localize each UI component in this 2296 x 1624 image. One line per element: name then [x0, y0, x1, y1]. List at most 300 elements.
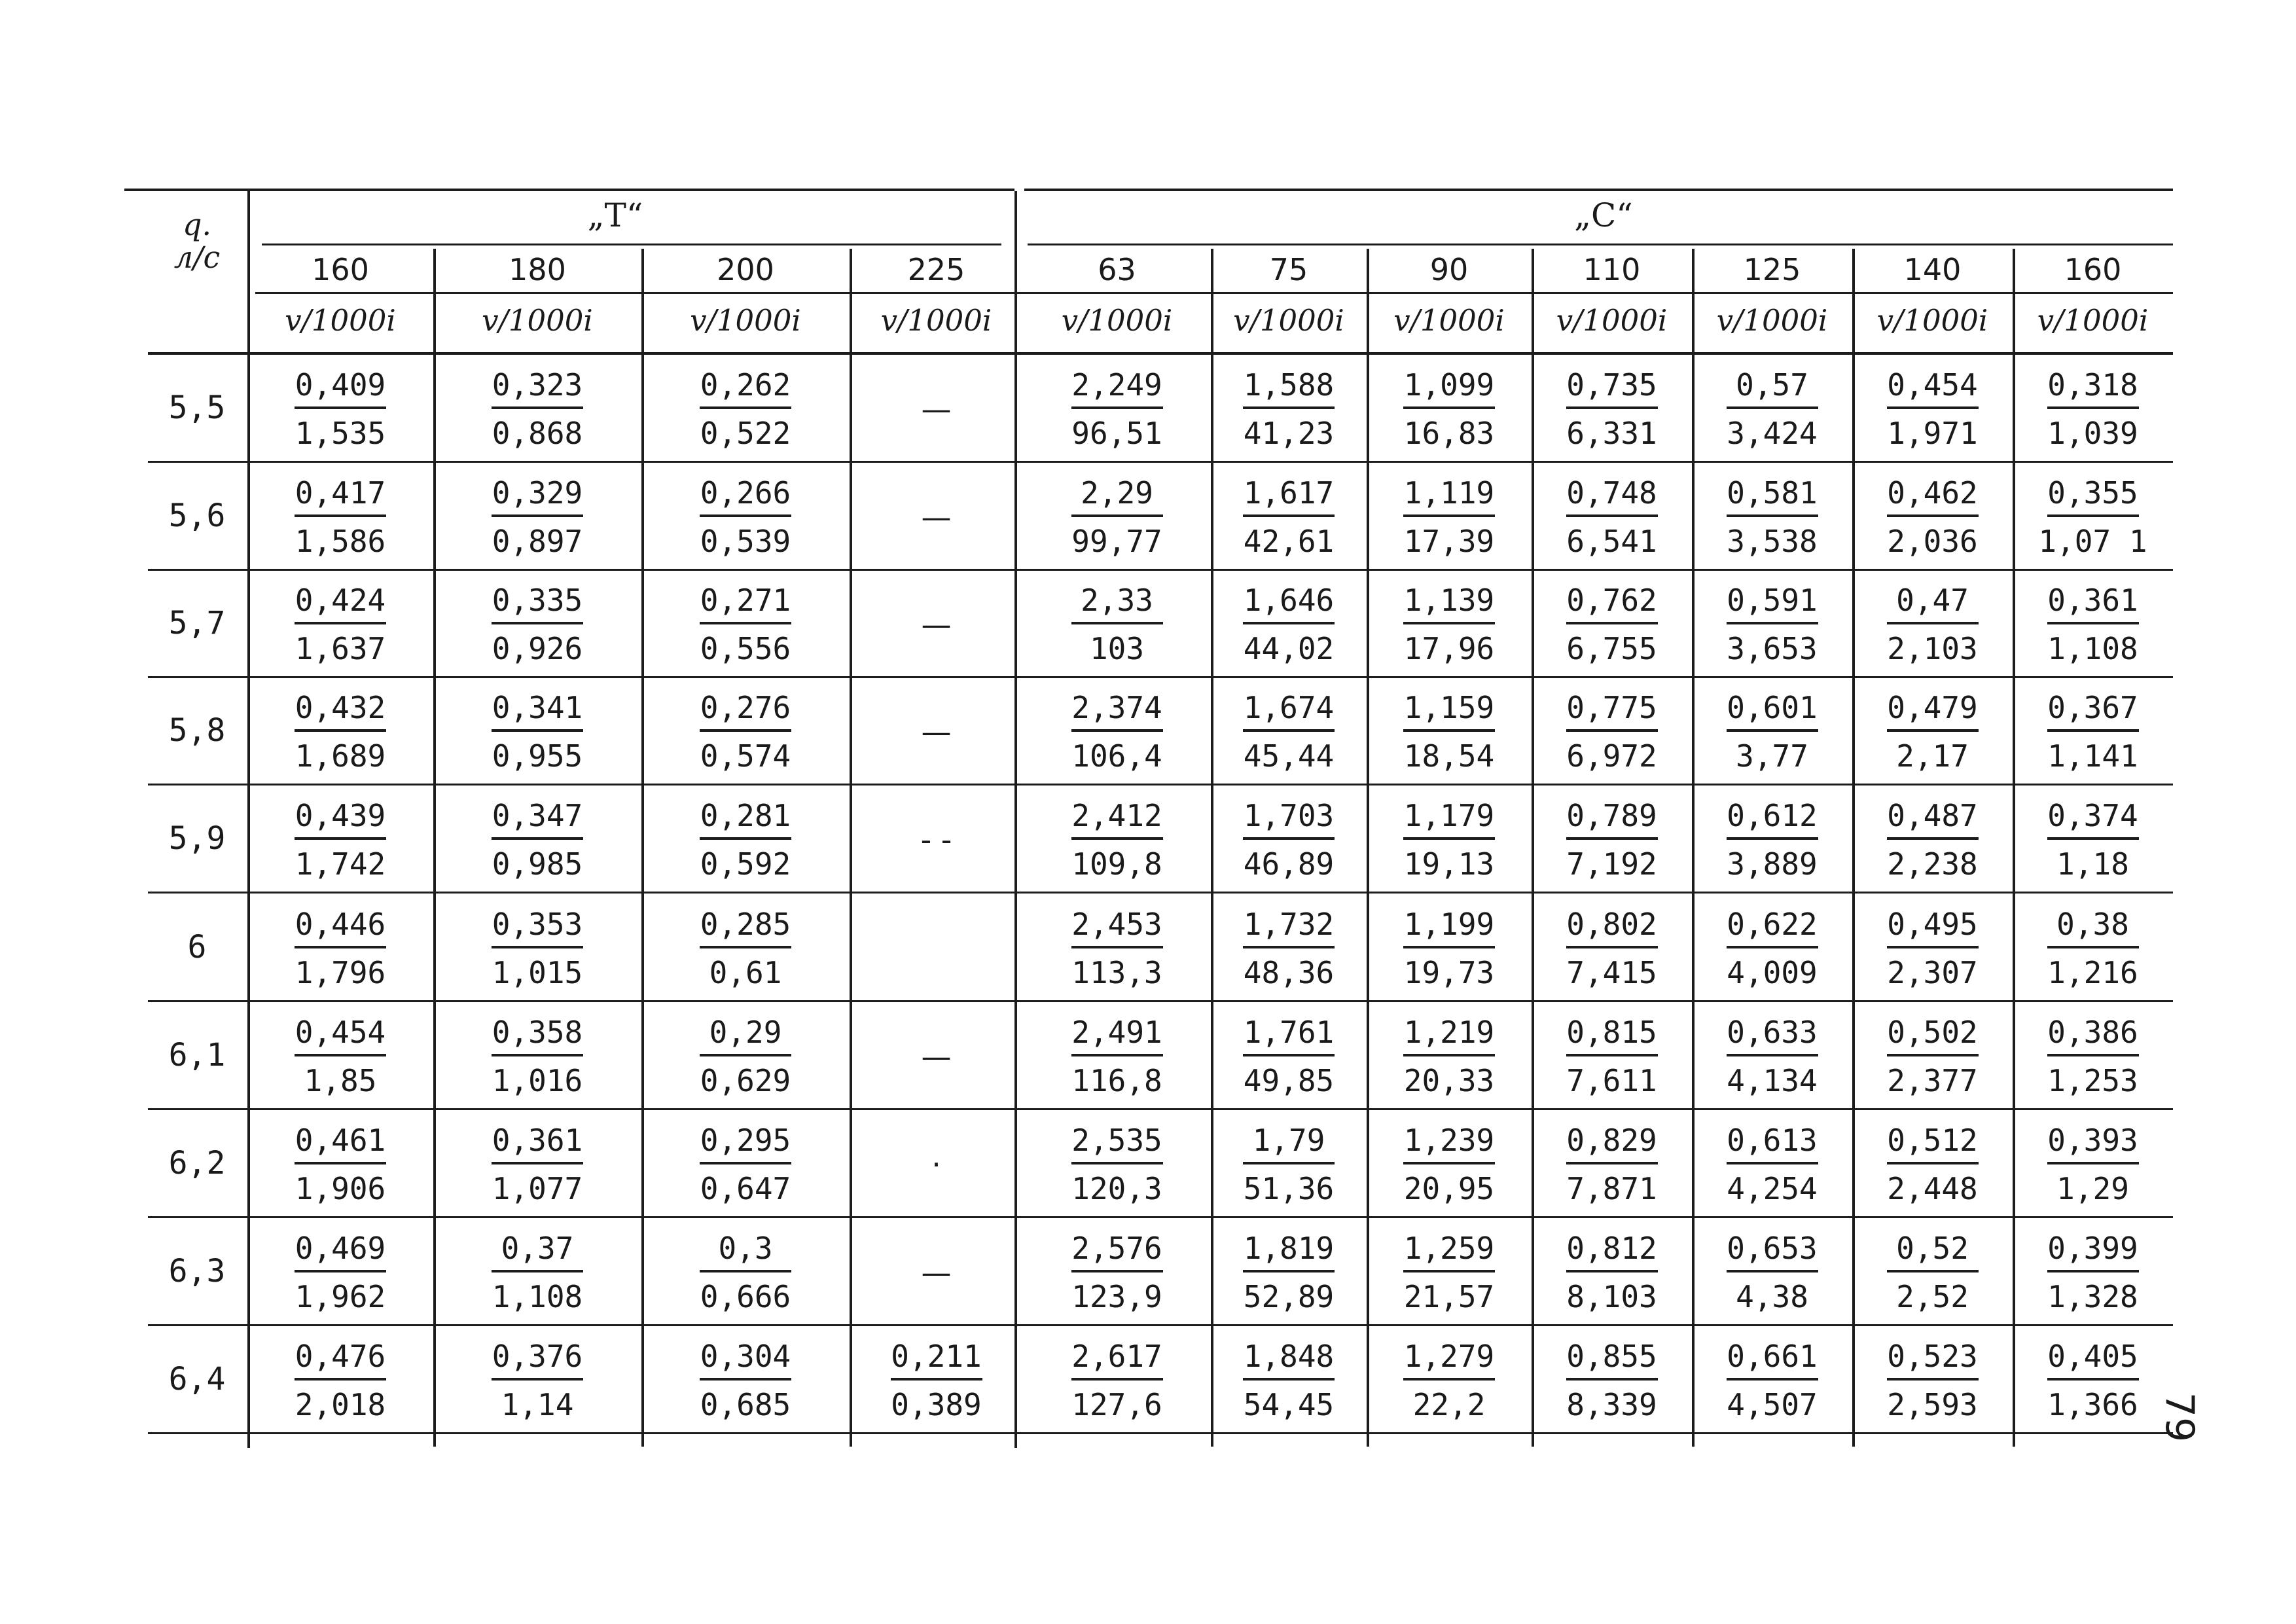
- column-unit-label: v/1000i: [1876, 303, 1988, 338]
- velocity-value: 0,276: [700, 690, 791, 725]
- fraction-bar: [1071, 514, 1163, 517]
- row-separator: [148, 784, 2173, 785]
- fraction-bar: [492, 837, 583, 840]
- fraction-bar: [492, 1378, 583, 1380]
- velocity-value: 0,612: [1727, 798, 1818, 833]
- head-loss-value: 0,539: [700, 524, 791, 559]
- fraction-bar: [700, 729, 791, 732]
- fraction-bar: [295, 946, 386, 948]
- head-loss-value: 1,535: [295, 416, 386, 451]
- column-diameter-c-63: 63: [1098, 252, 1136, 287]
- head-loss-value: 1,328: [2047, 1279, 2138, 1314]
- fraction-bar: [1243, 946, 1335, 948]
- velocity-value: 0,353: [492, 907, 583, 942]
- fraction-bar: [1566, 1378, 1658, 1380]
- velocity-value: 1,279: [1403, 1339, 1495, 1374]
- head-loss-value: 49,85: [1243, 1063, 1335, 1098]
- fraction-bar: [2047, 946, 2139, 948]
- empty-cell-mark: —: [921, 1255, 952, 1290]
- head-loss-value: 2,307: [1887, 955, 1978, 990]
- velocity-value: 0,341: [492, 690, 583, 725]
- velocity-value: 0,446: [295, 907, 386, 942]
- head-loss-value: 1,742: [295, 846, 386, 882]
- fraction-bar: [1887, 946, 1979, 948]
- velocity-value: 0,335: [492, 583, 583, 618]
- column-unit-label: v/1000i: [690, 303, 801, 338]
- fraction-bar: [1243, 729, 1335, 732]
- fraction-bar: [2047, 729, 2139, 732]
- fraction-bar: [1887, 514, 1979, 517]
- dn-underline: [255, 292, 2173, 294]
- fraction-bar: [2047, 1378, 2139, 1380]
- head-loss-value: 2,17: [1896, 738, 1969, 774]
- fraction-bar: [295, 406, 386, 409]
- velocity-value: 0,789: [1566, 798, 1657, 833]
- velocity-value: 1,259: [1403, 1231, 1495, 1266]
- velocity-value: 0,38: [2056, 907, 2129, 942]
- velocity-value: 0,29: [709, 1015, 782, 1050]
- row-separator: [148, 569, 2173, 571]
- fraction-bar: [1727, 1270, 1818, 1272]
- fraction-bar: [1243, 1162, 1335, 1164]
- head-loss-value: 3,77: [1736, 738, 1808, 774]
- fraction-bar: [1727, 729, 1818, 732]
- head-loss-value: 20,95: [1403, 1171, 1495, 1206]
- head-loss-value: 0,666: [700, 1279, 791, 1314]
- velocity-value: 0,633: [1727, 1015, 1818, 1050]
- fraction-bar: [1403, 1162, 1495, 1164]
- fraction-bar: [1403, 837, 1495, 840]
- empty-cell-mark: —: [921, 714, 952, 749]
- fraction-bar: [1887, 1270, 1979, 1272]
- velocity-value: 0,3: [718, 1231, 773, 1266]
- header-bottom-rule: [148, 352, 2173, 355]
- row-separator: [148, 1000, 2173, 1002]
- velocity-value: 2,617: [1071, 1339, 1162, 1374]
- fraction-bar: [492, 1054, 583, 1056]
- velocity-value: 0,439: [295, 798, 386, 833]
- column-unit-label: v/1000i: [1061, 303, 1173, 338]
- fraction-bar: [1727, 1378, 1818, 1380]
- empty-cell-mark: —: [921, 1039, 952, 1074]
- column-diameter-c-140: 140: [1903, 252, 1962, 287]
- velocity-value: 0,409: [295, 367, 386, 403]
- column-unit-label: v/1000i: [2037, 303, 2149, 338]
- velocity-value: 1,199: [1403, 907, 1495, 942]
- velocity-value: 0,613: [1727, 1123, 1818, 1158]
- velocity-value: 0,405: [2047, 1339, 2138, 1374]
- head-loss-value: 20,33: [1403, 1063, 1495, 1098]
- head-loss-value: 1,637: [295, 631, 386, 666]
- velocity-value: 0,295: [700, 1123, 791, 1158]
- fraction-bar: [1887, 1162, 1979, 1164]
- head-loss-value: 2,036: [1887, 524, 1978, 559]
- velocity-value: 0,358: [492, 1015, 583, 1050]
- velocity-value: 0,479: [1887, 690, 1978, 725]
- velocity-value: 0,454: [1887, 367, 1978, 403]
- column-diameter-c-90: 90: [1429, 252, 1469, 287]
- head-loss-value: 7,611: [1566, 1063, 1657, 1098]
- velocity-value: 0,417: [295, 475, 386, 511]
- head-loss-value: 44,02: [1243, 631, 1335, 666]
- fraction-bar: [1727, 514, 1818, 517]
- head-loss-value: 2,103: [1887, 631, 1978, 666]
- velocity-value: 0,318: [2047, 367, 2138, 403]
- velocity-value: 0,812: [1566, 1231, 1657, 1266]
- fraction-bar: [1727, 622, 1818, 624]
- q-column-label: q. л/с: [173, 207, 221, 275]
- velocity-value: 2,29: [1081, 475, 1153, 511]
- empty-cell-mark: —: [921, 499, 952, 535]
- velocity-value: 0,329: [492, 475, 583, 511]
- velocity-value: 1,179: [1403, 798, 1495, 833]
- velocity-value: 2,576: [1071, 1231, 1162, 1266]
- head-loss-value: 2,52: [1896, 1279, 1969, 1314]
- head-loss-value: 109,8: [1071, 846, 1162, 882]
- velocity-value: 1,848: [1243, 1339, 1335, 1374]
- velocity-value: 1,646: [1243, 583, 1335, 618]
- fraction-bar: [1403, 1054, 1495, 1056]
- fraction-bar: [1403, 729, 1495, 732]
- head-loss-value: 21,57: [1403, 1279, 1495, 1314]
- empty-cell-mark: —: [921, 607, 952, 642]
- velocity-value: 0,829: [1566, 1123, 1657, 1158]
- velocity-value: 0,262: [700, 367, 791, 403]
- fraction-bar: [1887, 837, 1979, 840]
- velocity-value: 0,462: [1887, 475, 1978, 511]
- column-diameter-t-160: 160: [312, 252, 369, 287]
- fraction-bar: [1243, 514, 1335, 517]
- velocity-value: 0,581: [1727, 475, 1818, 511]
- velocity-value: 0,367: [2047, 690, 2138, 725]
- head-loss-value: 54,45: [1243, 1387, 1335, 1422]
- head-loss-value: 0,522: [700, 416, 791, 451]
- head-loss-value: 0,868: [492, 416, 583, 451]
- head-loss-value: 6,755: [1566, 631, 1657, 666]
- velocity-value: 0,271: [700, 583, 791, 618]
- head-loss-value: 0,685: [700, 1387, 791, 1422]
- velocity-value: 1,703: [1243, 798, 1335, 833]
- velocity-value: 1,588: [1243, 367, 1335, 403]
- velocity-value: 0,476: [295, 1339, 386, 1374]
- velocity-value: 1,617: [1243, 475, 1335, 511]
- head-loss-value: 7,871: [1566, 1171, 1657, 1206]
- fraction-bar: [1403, 406, 1495, 409]
- head-loss-value: 120,3: [1071, 1171, 1162, 1206]
- fraction-bar: [1071, 837, 1163, 840]
- head-loss-value: 3,538: [1727, 524, 1818, 559]
- q-value: 6,1: [168, 1037, 226, 1074]
- head-loss-value: 2,448: [1887, 1171, 1978, 1206]
- fraction-bar: [1566, 1054, 1658, 1056]
- head-loss-value: 51,36: [1243, 1171, 1335, 1206]
- head-loss-value: 0,926: [492, 631, 583, 666]
- fraction-bar: [492, 622, 583, 624]
- velocity-value: 0,37: [501, 1231, 574, 1266]
- fraction-bar: [700, 1162, 791, 1164]
- velocity-value: 0,735: [1566, 367, 1657, 403]
- row-separator: [148, 892, 2173, 893]
- column-unit-label: v/1000i: [1393, 303, 1505, 338]
- fraction-bar: [2047, 1054, 2139, 1056]
- head-loss-value: 4,507: [1727, 1387, 1818, 1422]
- velocity-value: 2,33: [1081, 583, 1153, 618]
- head-loss-value: 7,192: [1566, 846, 1657, 882]
- column-unit-label: v/1000i: [880, 303, 992, 338]
- column-diameter-c-160: 160: [2064, 252, 2122, 287]
- velocity-value: 1,139: [1403, 583, 1495, 618]
- fraction-bar: [1566, 729, 1658, 732]
- q-value: 6: [187, 929, 207, 965]
- head-loss-value: 1,07 1: [2038, 524, 2147, 559]
- column-diameter-t-225: 225: [907, 252, 965, 287]
- velocity-value: 0,52: [1896, 1231, 1969, 1266]
- fraction-bar: [1071, 1270, 1163, 1272]
- page-number: 79: [2157, 1392, 2202, 1443]
- fraction-bar: [1727, 1054, 1818, 1056]
- head-loss-value: 1,18: [2056, 846, 2129, 882]
- fraction-bar: [1243, 1054, 1335, 1056]
- velocity-value: 0,211: [891, 1339, 982, 1374]
- head-loss-value: 0,592: [700, 846, 791, 882]
- fraction-bar: [700, 1270, 791, 1272]
- head-loss-value: 1,85: [304, 1063, 377, 1098]
- head-loss-value: 1,216: [2047, 955, 2138, 990]
- column-diameter-c-125: 125: [1743, 252, 1801, 287]
- velocity-value: 1,099: [1403, 367, 1495, 403]
- fraction-bar: [295, 1162, 386, 1164]
- head-loss-value: 96,51: [1071, 416, 1162, 451]
- fraction-bar: [1071, 406, 1163, 409]
- velocity-value: 0,762: [1566, 583, 1657, 618]
- velocity-value: 0,512: [1887, 1123, 1978, 1158]
- fraction-bar: [891, 1378, 982, 1380]
- fraction-bar: [2047, 837, 2139, 840]
- q-value: 6,3: [168, 1253, 226, 1290]
- fraction-bar: [1566, 946, 1658, 948]
- head-loss-value: 1,108: [492, 1279, 583, 1314]
- velocity-value: 0,495: [1887, 907, 1978, 942]
- q-value: 5,6: [168, 497, 226, 534]
- head-loss-value: 3,889: [1727, 846, 1818, 882]
- head-loss-value: 17,96: [1403, 631, 1495, 666]
- velocity-value: 0,502: [1887, 1015, 1978, 1050]
- velocity-value: 0,281: [700, 798, 791, 833]
- fraction-bar: [1403, 514, 1495, 517]
- empty-cell-mark: —: [921, 391, 952, 427]
- head-loss-value: 103: [1089, 631, 1145, 666]
- head-loss-value: 99,77: [1071, 524, 1162, 559]
- fraction-bar: [2047, 1270, 2139, 1272]
- fraction-bar: [492, 729, 583, 732]
- velocity-value: 0,374: [2047, 798, 2138, 833]
- fraction-bar: [1403, 1270, 1495, 1272]
- fraction-bar: [492, 514, 583, 517]
- fraction-bar: [1887, 622, 1979, 624]
- q-value: 5,9: [168, 820, 226, 857]
- fraction-bar: [492, 946, 583, 948]
- velocity-value: 0,469: [295, 1231, 386, 1266]
- fraction-bar: [295, 514, 386, 517]
- velocity-value: 1,119: [1403, 475, 1495, 511]
- head-loss-value: 52,89: [1243, 1279, 1335, 1314]
- velocity-value: 2,374: [1071, 690, 1162, 725]
- fraction-bar: [1566, 622, 1658, 624]
- fraction-bar: [1403, 1378, 1495, 1380]
- velocity-value: 0,347: [492, 798, 583, 833]
- fraction-bar: [1071, 729, 1163, 732]
- fraction-bar: [1887, 1054, 1979, 1056]
- row-separator: [148, 676, 2173, 678]
- q-value: 5,8: [168, 712, 226, 749]
- velocity-value: 0,802: [1566, 907, 1657, 942]
- velocity-value: 1,239: [1403, 1123, 1495, 1158]
- velocity-value: 1,819: [1243, 1231, 1335, 1266]
- velocity-value: 2,249: [1071, 367, 1162, 403]
- velocity-value: 0,591: [1727, 583, 1818, 618]
- fraction-bar: [1243, 837, 1335, 840]
- fraction-bar: [1403, 622, 1495, 624]
- fraction-bar: [2047, 406, 2139, 409]
- velocity-value: 0,57: [1736, 367, 1808, 403]
- fraction-bar: [700, 514, 791, 517]
- column-diameter-c-110: 110: [1583, 252, 1641, 287]
- head-loss-value: 8,339: [1566, 1387, 1657, 1422]
- head-loss-value: 6,331: [1566, 416, 1657, 451]
- column-unit-label: v/1000i: [285, 303, 396, 338]
- head-loss-value: 22,2: [1412, 1387, 1486, 1422]
- fraction-bar: [1243, 1270, 1335, 1272]
- velocity-value: 0,355: [2047, 475, 2138, 511]
- column-unit-label: v/1000i: [1716, 303, 1828, 338]
- head-loss-value: 46,89: [1243, 846, 1335, 882]
- head-loss-value: 6,972: [1566, 738, 1657, 774]
- row-separator: [148, 1432, 2173, 1434]
- head-loss-value: 4,134: [1727, 1063, 1818, 1098]
- velocity-value: 0,461: [295, 1123, 386, 1158]
- velocity-value: 0,661: [1727, 1339, 1818, 1374]
- group-c-label: „С“: [1574, 196, 1633, 234]
- head-loss-value: 127,6: [1071, 1387, 1162, 1422]
- head-loss-value: 6,541: [1566, 524, 1657, 559]
- head-loss-value: 0,574: [700, 738, 791, 774]
- fraction-bar: [1071, 1162, 1163, 1164]
- head-loss-value: 0,556: [700, 631, 791, 666]
- fraction-bar: [295, 1270, 386, 1272]
- velocity-value: 1,761: [1243, 1015, 1335, 1050]
- table-top-rule: [1024, 189, 2173, 191]
- fraction-bar: [1566, 514, 1658, 517]
- velocity-value: 1,159: [1403, 690, 1495, 725]
- velocity-value: 2,491: [1071, 1015, 1162, 1050]
- head-loss-value: 17,39: [1403, 524, 1495, 559]
- head-loss-value: 106,4: [1071, 738, 1162, 774]
- velocity-value: 1,674: [1243, 690, 1335, 725]
- column-diameter-t-180: 180: [509, 252, 566, 287]
- fraction-bar: [295, 622, 386, 624]
- head-loss-value: 2,377: [1887, 1063, 1978, 1098]
- velocity-value: 0,266: [700, 475, 791, 511]
- velocity-value: 0,487: [1887, 798, 1978, 833]
- fraction-bar: [295, 729, 386, 732]
- head-loss-value: 123,9: [1071, 1279, 1162, 1314]
- row-separator: [148, 1216, 2173, 1218]
- fraction-bar: [1071, 1378, 1163, 1380]
- head-loss-value: 7,415: [1566, 955, 1657, 990]
- head-loss-value: 4,009: [1727, 955, 1818, 990]
- head-loss-value: 42,61: [1243, 524, 1335, 559]
- fraction-bar: [2047, 1162, 2139, 1164]
- fraction-bar: [1887, 729, 1979, 732]
- head-loss-value: 113,3: [1071, 955, 1162, 990]
- head-loss-value: 1,015: [492, 955, 583, 990]
- velocity-value: 0,523: [1887, 1339, 1978, 1374]
- velocity-value: 2,453: [1071, 907, 1162, 942]
- fraction-bar: [1727, 837, 1818, 840]
- velocity-value: 2,412: [1071, 798, 1162, 833]
- fraction-bar: [1071, 622, 1163, 624]
- velocity-value: 1,79: [1252, 1123, 1325, 1158]
- row-separator: [148, 461, 2173, 463]
- velocity-value: 0,304: [700, 1339, 791, 1374]
- group-c-underline: [1028, 244, 2173, 245]
- head-loss-value: 18,54: [1403, 738, 1495, 774]
- velocity-value: 0,622: [1727, 907, 1818, 942]
- fraction-bar: [1566, 406, 1658, 409]
- head-loss-value: 8,103: [1566, 1279, 1657, 1314]
- fraction-bar: [1887, 1378, 1979, 1380]
- head-loss-value: 41,23: [1243, 416, 1335, 451]
- column-diameter-c-75: 75: [1269, 252, 1308, 287]
- velocity-value: 0,361: [2047, 583, 2138, 618]
- row-separator: [148, 1324, 2173, 1326]
- fraction-bar: [1727, 406, 1818, 409]
- head-loss-value: 1,971: [1887, 416, 1978, 451]
- head-loss-value: 2,593: [1887, 1387, 1978, 1422]
- fraction-bar: [700, 837, 791, 840]
- fraction-bar: [295, 1054, 386, 1056]
- fraction-bar: [1403, 946, 1495, 948]
- velocity-value: 1,732: [1243, 907, 1335, 942]
- velocity-value: 0,653: [1727, 1231, 1818, 1266]
- velocity-value: 0,47: [1896, 583, 1969, 618]
- head-loss-value: 19,73: [1403, 955, 1495, 990]
- fraction-bar: [1566, 1162, 1658, 1164]
- head-loss-value: 45,44: [1243, 738, 1335, 774]
- velocity-value: 1,219: [1403, 1015, 1495, 1050]
- velocity-value: 0,361: [492, 1123, 583, 1158]
- head-loss-value: 0,61: [709, 955, 782, 990]
- head-loss-value: 1,14: [501, 1387, 574, 1422]
- head-loss-value: 4,38: [1736, 1279, 1808, 1314]
- velocity-value: 2,535: [1071, 1123, 1162, 1158]
- table-top-rule: [124, 189, 1014, 191]
- head-loss-value: 1,586: [295, 524, 386, 559]
- head-loss-value: 1,016: [492, 1063, 583, 1098]
- head-loss-value: 116,8: [1071, 1063, 1162, 1098]
- velocity-value: 0,815: [1566, 1015, 1657, 1050]
- velocity-value: 0,454: [295, 1015, 386, 1050]
- velocity-value: 0,601: [1727, 690, 1818, 725]
- fraction-bar: [700, 406, 791, 409]
- row-separator: [148, 1108, 2173, 1110]
- fraction-bar: [1727, 946, 1818, 948]
- column-unit-label: v/1000i: [482, 303, 593, 338]
- fraction-bar: [492, 1270, 583, 1272]
- head-loss-value: 1,689: [295, 738, 386, 774]
- fraction-bar: [1727, 1162, 1818, 1164]
- velocity-value: 0,399: [2047, 1231, 2138, 1266]
